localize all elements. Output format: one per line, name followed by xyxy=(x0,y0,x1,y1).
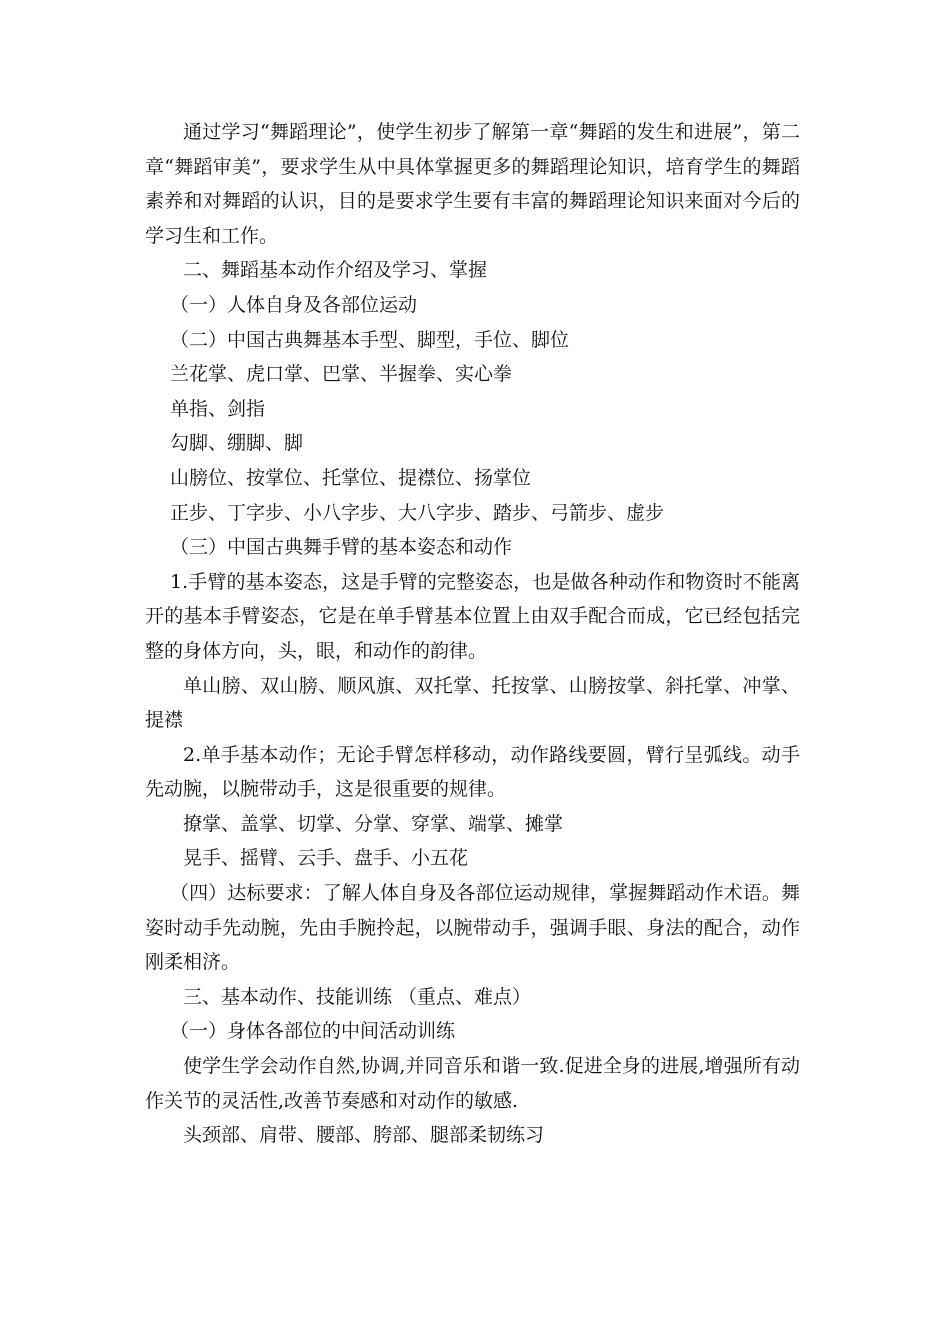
paragraph-single-hand: 2.单手基本动作；无论手臂怎样移动，动作路线要圆，臂行呈弧线。动手先动腕，以腕带动手，这是很重要的规律。 xyxy=(145,743,800,801)
section-heading-2: 二、舞蹈基本动作介绍及学习、掌握 xyxy=(183,259,488,282)
paragraph-coordination: 使学生学会动作自然,协调,并同音乐和谐一致.促进全身的进展,增强所有动作关节的灵活性,改善节奏感和对动作的敏感. xyxy=(145,1055,800,1112)
list-flexibility: 头颈部、肩带、腰部、胯部、腿部柔韧练习 xyxy=(183,1124,545,1147)
list-hand-moves: 晃手、摇臂、云手、盘手、小五花 xyxy=(183,847,469,870)
list-fingers: 单指、剑指 xyxy=(170,397,266,420)
paragraph-arm-posture: 1.手臂的基本姿态，这是手臂的完整姿态，也是做各种动作和物资时不能离开的基本手臂姿态，它是在单手臂基本位置上由双手配合而成，它已经包括完整的身体方向，头，眼，和动作的韵律。 xyxy=(145,570,800,662)
list-foot-positions: 正步、丁字步、小八字步、大八字步、踏步、弓箭步、虚步 xyxy=(170,501,665,524)
subsection-heading-2-1: （一）人体自身及各部位运动 xyxy=(170,293,418,316)
list-arm-postures: 单山膀、双山膀、顺风旗、双托掌、托按掌、山膀按掌、斜托掌、冲掌、提襟 xyxy=(145,674,800,732)
list-foot-shapes: 勾脚、绷脚、脚 xyxy=(170,432,304,455)
list-hand-positions: 山膀位、按掌位、托掌位、提襟位、扬掌位 xyxy=(170,466,532,489)
list-hand-shapes: 兰花掌、虎口掌、巴掌、半握拳、实心拳 xyxy=(170,363,513,386)
subsection-heading-2-3: （三）中国古典舞手臂的基本姿态和动作 xyxy=(170,536,513,559)
paragraph-intro: 通过学习“舞蹈理论”，使学生初步了解第一章“舞蹈的发生和进展”，第二章“舞蹈审美”，要求学生从中具体掌握更多的舞蹈理论知识，培育学生的舞蹈素养和对舞蹈的认识，目的是要求学生要有丰富的舞蹈理论知识来面对今后的学习生和工作。 xyxy=(145,121,800,247)
subsection-heading-3-1: （一）身体各部位的中间活动训练 xyxy=(170,1020,456,1043)
section-heading-3: 三、基本动作、技能训练 （重点、难点） xyxy=(183,985,532,1008)
subsection-heading-2-2: （二）中国古典舞基本手型、脚型，手位、脚位 xyxy=(170,328,570,351)
list-palm-moves: 撩掌、盖掌、切掌、分掌、穿掌、端掌、摊掌 xyxy=(183,812,564,835)
paragraph-standards: （四）达标要求：了解人体自身及各部位运动规律，掌握舞蹈动作术语。舞姿时动手先动腕，先由手腕拎起，以腕带动手，强调手眼、身法的配合，动作刚柔相济。 xyxy=(145,882,800,974)
